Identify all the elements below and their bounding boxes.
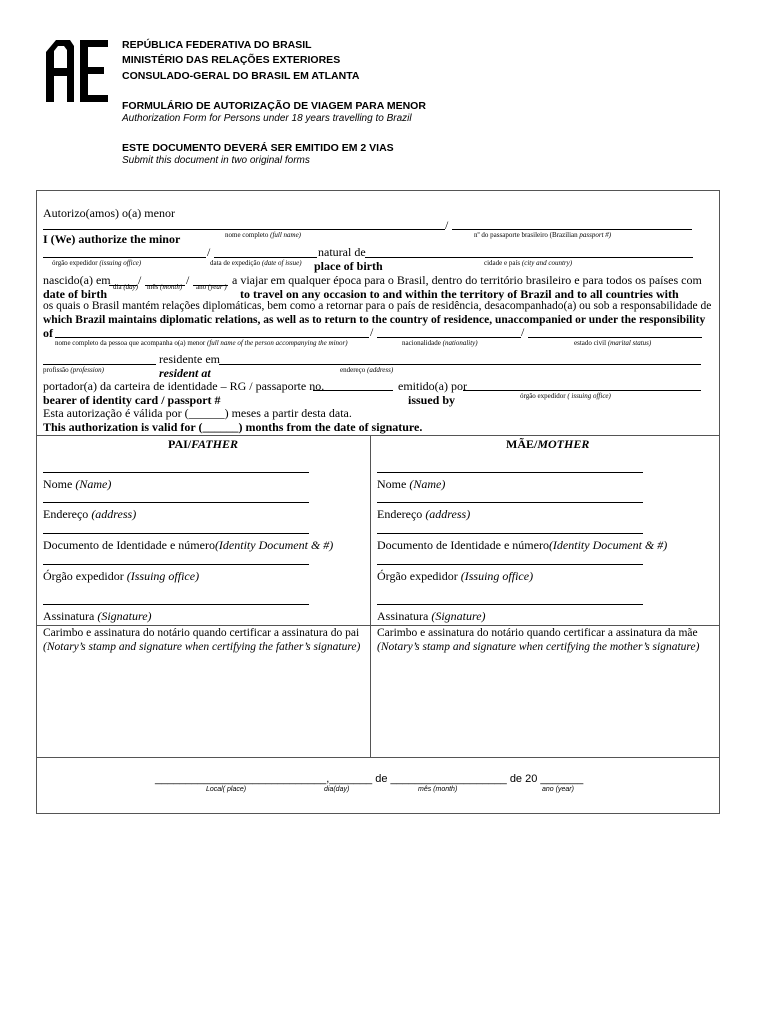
companion-civil-status-field[interactable] <box>528 337 702 338</box>
father-notary-pt: Carimbo e assinatura do notário quando certificar a assinatura do pai <box>43 627 360 639</box>
mother-id-line[interactable] <box>377 533 643 534</box>
divider-parents <box>36 435 720 436</box>
bearer-en: bearer of identity card / passport # <box>43 393 221 407</box>
profession-caption: profissão (profession) <box>43 366 104 374</box>
issued-by-pt: emitido(a) por <box>398 379 467 393</box>
mother-id-label: Documento de Identidade e número(Identity Document & #) <box>377 538 668 552</box>
intro-label: Autorizo(amos) o(a) menor <box>43 206 175 220</box>
day-caption-footer: dia(day) <box>324 786 350 793</box>
father-id-line[interactable] <box>43 533 309 534</box>
issuing-office-field[interactable] <box>43 257 206 258</box>
header-republic: REPÚBLICA FEDERATIVA DO BRASIL <box>122 39 312 51</box>
father-signature-line[interactable] <box>43 604 309 605</box>
notice-en: Submit this document in two original forms <box>122 155 310 166</box>
relations-pt: os quais o Brasil mantém relações diplomáticas, bem como a retornar para o país de residência, desacompanhado(a) ou sob a responsabilidade de <box>43 300 712 312</box>
slash: / <box>445 218 449 232</box>
mother-signature-line[interactable] <box>377 604 643 605</box>
issuing-office-caption: órgão expedidor (issuing office) <box>52 259 142 267</box>
father-signature-label: Assinatura (Signature) <box>43 609 152 623</box>
id-number-field[interactable] <box>313 390 393 391</box>
bearer-pt: portador(a) da carteira de identidade – RG / passaporte no. <box>43 379 325 393</box>
divider-columns <box>370 435 371 757</box>
place-caption: Local( place) <box>206 786 247 793</box>
slash: / <box>186 273 190 287</box>
mother-name-label: Nome (Name) <box>377 477 446 491</box>
father-office-label: Órgão expedidor (Issuing office) <box>43 569 200 583</box>
mother-address-label: Endereço (address) <box>377 507 471 521</box>
resident-en: resident at <box>159 366 211 380</box>
mother-heading: MÃE/MOTHER <box>506 437 590 451</box>
mother-office-label: Órgão expedidor (Issuing office) <box>377 569 534 583</box>
address-caption: endereço (address) <box>340 366 394 374</box>
month-caption: mês (month) <box>147 283 183 291</box>
father-address-line[interactable] <box>43 502 309 503</box>
month-caption-footer: mês (month) <box>418 786 458 793</box>
natural-de-label: natural de <box>318 245 366 259</box>
father-address-label: Endereço (address) <box>43 507 137 521</box>
year-caption: ano (year ) <box>196 283 227 291</box>
header-consulate: CONSULADO-GERAL DO BRASIL EM ATLANTA <box>122 70 360 82</box>
birthplace-field[interactable] <box>365 257 693 258</box>
passport-caption: nº do passaporte brasileiro (Brazilian passport #) <box>474 231 612 239</box>
companion-nationality-field[interactable] <box>377 337 521 338</box>
issuing-office2-caption: órgão expedidor ( issuing office) <box>520 392 611 400</box>
date-of-birth-label: date of birth <box>43 287 107 301</box>
address-field[interactable] <box>219 364 701 365</box>
id-issuer-field[interactable] <box>463 390 701 391</box>
minor-passport-field[interactable] <box>452 229 692 230</box>
divider-footer <box>36 757 720 758</box>
issued-by-en: issued by <box>408 393 456 407</box>
form-title-en: Authorization Form for Persons under 18 years travelling to Brazil <box>122 113 412 124</box>
validity-pt: Esta autorização é válida por (______) meses a partir desta data. <box>43 406 352 420</box>
full-name-caption: nome completo (full name) <box>225 231 302 239</box>
notice: ESTE DOCUMENTO DEVERÁ SER EMITIDO EM 2 VIAS <box>122 142 394 154</box>
place-of-birth-label: place of birth <box>314 259 383 273</box>
nationality-caption: nacionalidade (nationality) <box>402 339 478 347</box>
civil-status-caption: estado civil (marital status) <box>574 339 652 347</box>
father-notary-en: (Notary’s stamp and signature when certifying the father’s signature) <box>43 641 361 653</box>
profession-field[interactable] <box>43 364 156 365</box>
mother-signature-label: Assinatura (Signature) <box>377 609 486 623</box>
issue-date-caption: data de expedição (date of issue) <box>210 259 302 267</box>
father-heading: PAI/FATHER <box>168 437 239 451</box>
father-id-label: Documento de Identidade e número(Identity Document & #) <box>43 538 334 552</box>
consulate-logo <box>44 38 110 104</box>
mother-notary-en: (Notary’s stamp and signature when certifying the mother’s signature) <box>377 641 700 653</box>
validity-en: This authorization is valid for (______) months from the date of signature. <box>43 420 423 434</box>
mother-name-line[interactable] <box>377 472 643 473</box>
divider-notary <box>36 625 720 626</box>
mother-address-line[interactable] <box>377 502 643 503</box>
slash: / <box>521 325 525 339</box>
father-office-line[interactable] <box>43 564 309 565</box>
father-name-label: Nome (Name) <box>43 477 112 491</box>
father-name-line[interactable] <box>43 472 309 473</box>
of-label: of <box>43 326 53 340</box>
header-ministry: MINISTÉRIO DAS RELAÇÕES EXTERIORES <box>122 54 341 66</box>
travel-pt: a viajar em qualquer época para o Brasil, dentro do território brasileiro e para todos os países com <box>232 273 702 287</box>
minor-name-field[interactable] <box>43 229 445 230</box>
slash: / <box>207 245 211 259</box>
mother-notary-pt: Carimbo e assinatura do notário quando certificar a assinatura da mãe <box>377 627 698 639</box>
slash: / <box>138 273 142 287</box>
mother-office-line[interactable] <box>377 564 643 565</box>
intro-label-en: I (We) authorize the minor <box>43 232 181 246</box>
year-caption-footer: ano (year) <box>542 786 574 793</box>
resident-pt: residente em <box>159 352 220 366</box>
date-place-line[interactable]: ____________________________,_______ de ___________________ de 20 _______ <box>155 773 584 785</box>
issue-date-field[interactable] <box>214 257 317 258</box>
slash: / <box>370 325 374 339</box>
companion-name-field[interactable] <box>55 337 369 338</box>
day-caption: dia (day) <box>113 283 139 291</box>
form-title: FORMULÁRIO DE AUTORIZAÇÃO DE VIAGEM PARA MENOR <box>122 100 426 112</box>
companion-caption: nome completo da pessoa que acompanha o(a) menor (full name of the person accompanying the minor) <box>55 339 348 347</box>
travel-en: to travel on any occasion to and within the territory of Brazil and to all countries with <box>240 287 679 301</box>
relations-en: which Brazil maintains diplomatic relations, as well as to return to the country of residence, unaccompanied or under the responsibility <box>43 314 706 326</box>
born-on-label: nascido(a) em <box>43 273 111 287</box>
city-country-caption: cidade e país (city and country) <box>484 259 573 267</box>
